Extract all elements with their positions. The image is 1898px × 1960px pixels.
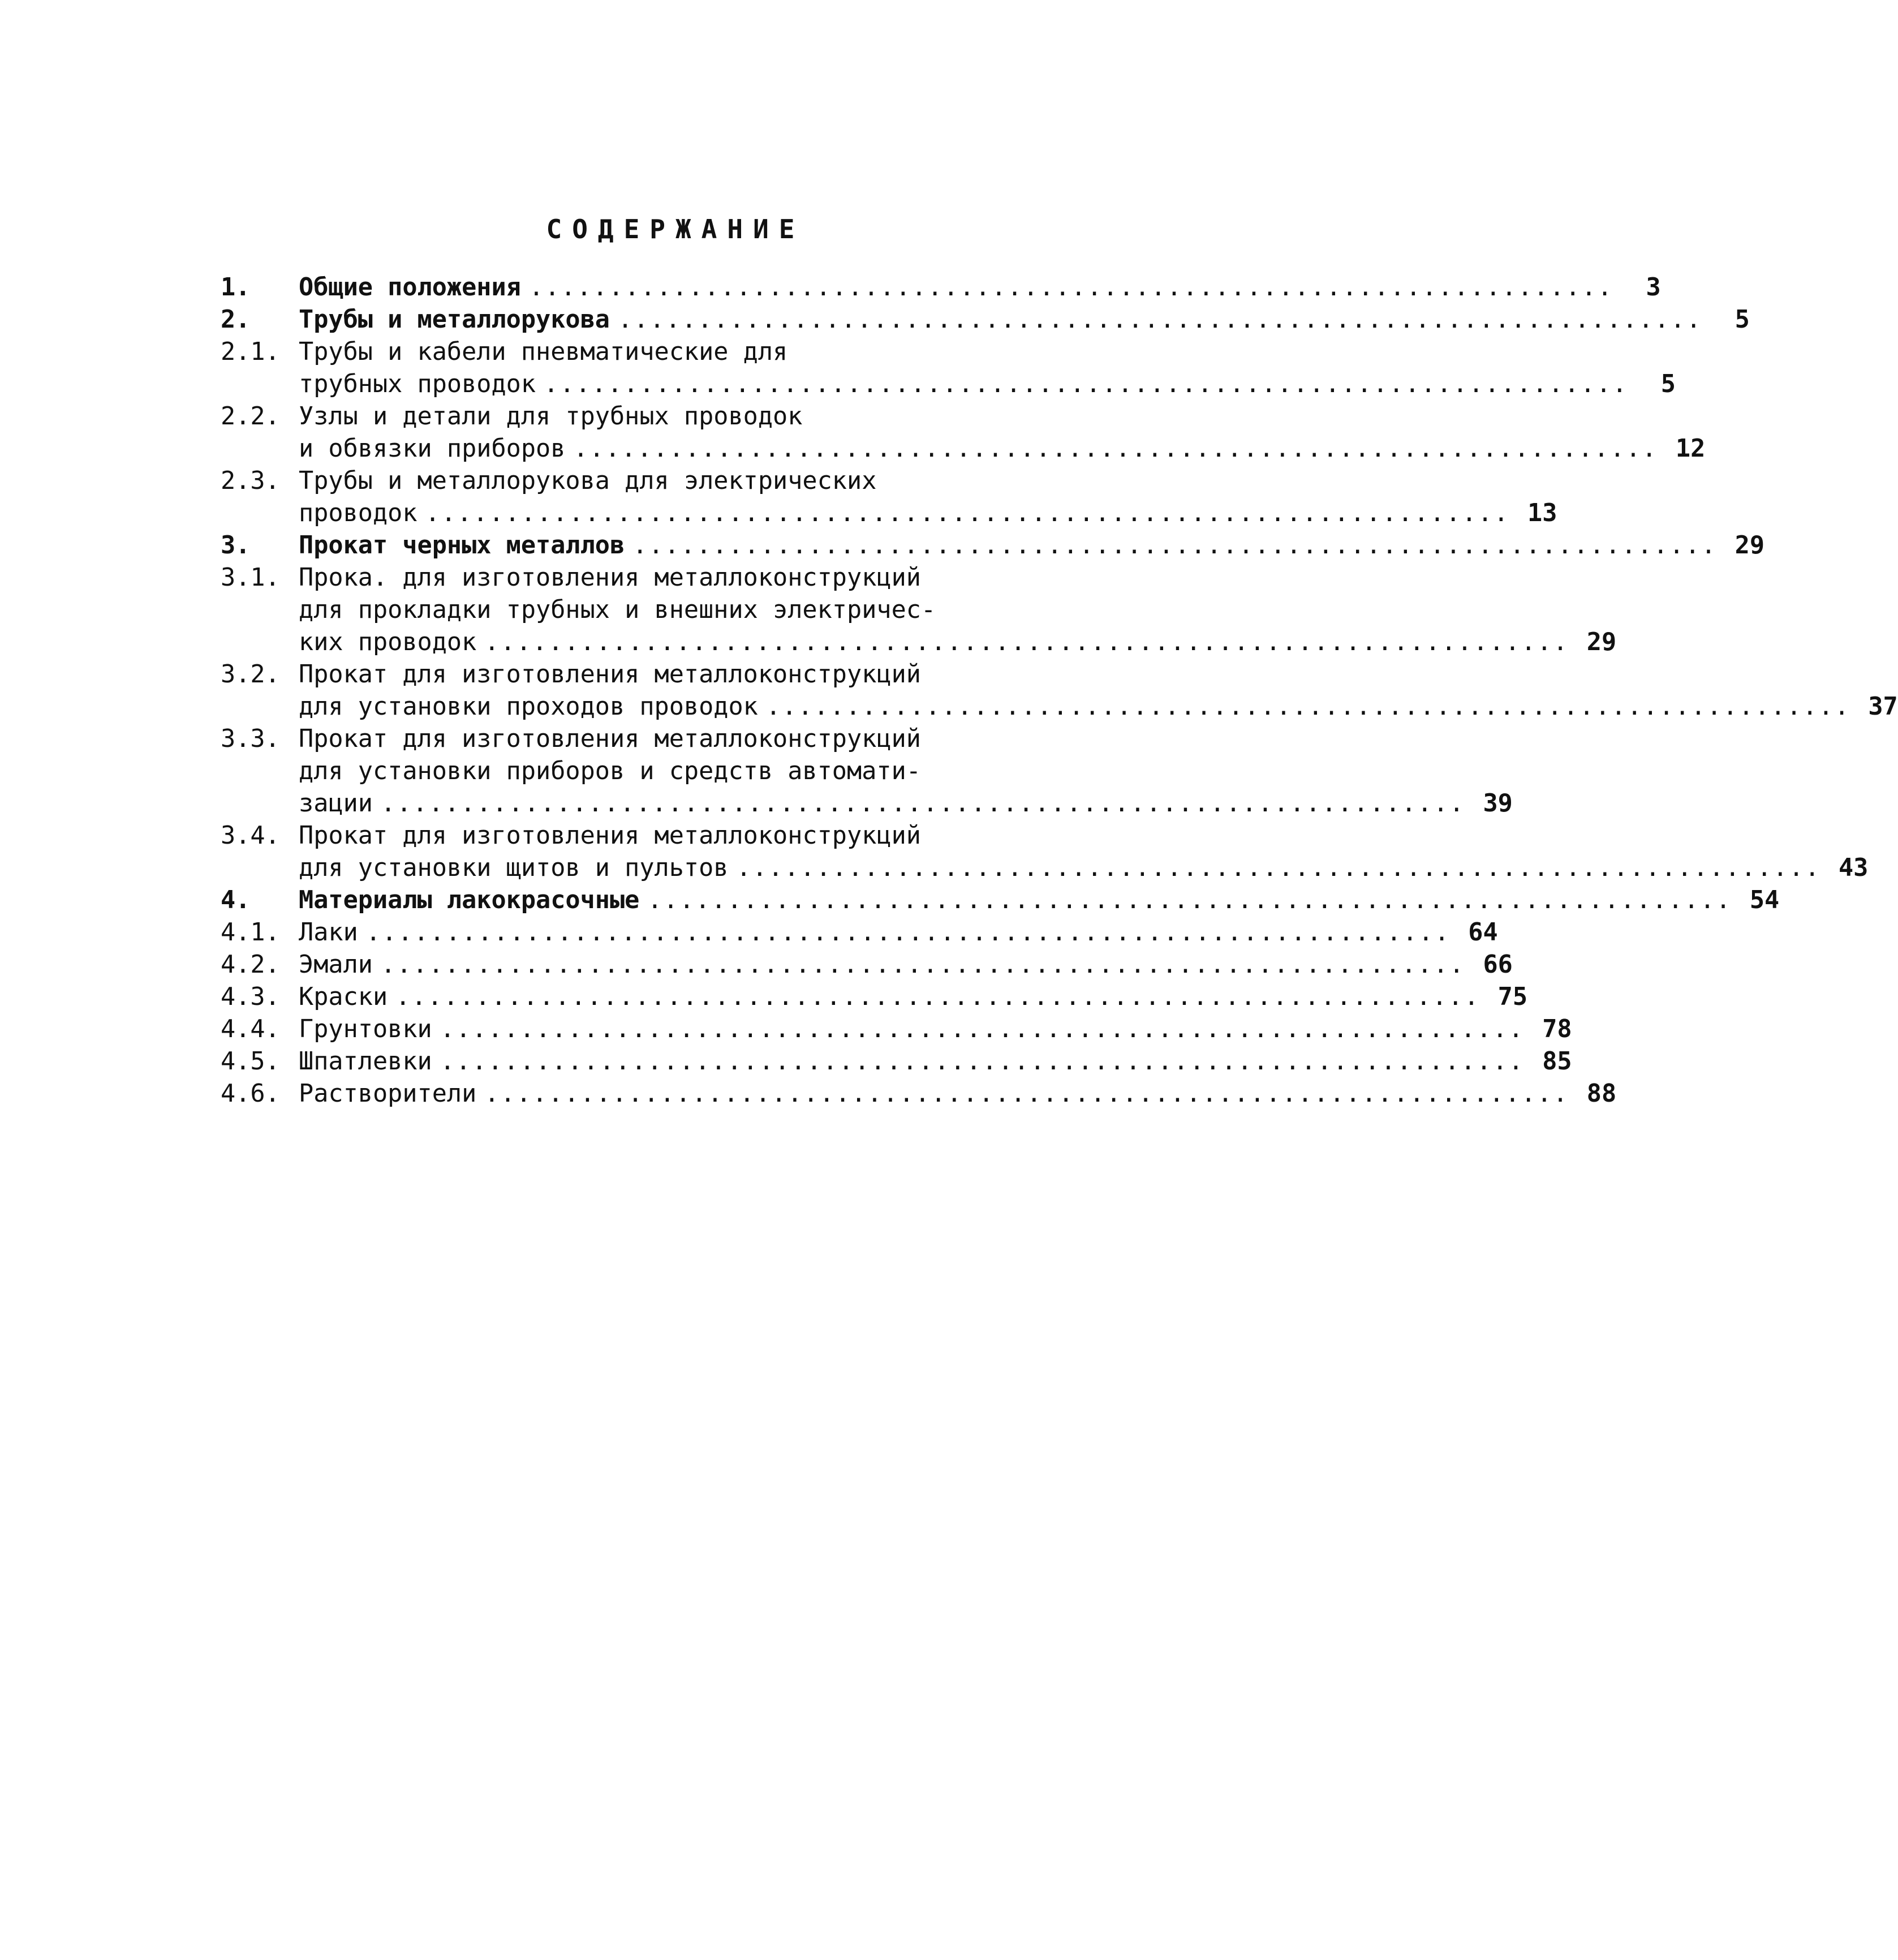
toc-entry-body — [299, 1078, 1617, 1110]
dot-leader: .................................................................... — [484, 1080, 1569, 1108]
toc-entry-last-line — [299, 368, 1676, 401]
toc-entry-text: зации — [299, 789, 373, 818]
toc-entry-page-number: 43 — [1838, 854, 1869, 882]
toc-entry-body — [299, 659, 1898, 723]
toc-entry-text: Грунтовки — [299, 1015, 432, 1043]
dot-leader: .................................................................... — [484, 628, 1569, 656]
toc-entry-number: 3.2. — [221, 660, 280, 689]
toc-entry-number: 3.4. — [221, 822, 280, 850]
dot-leader: .................................................................... — [440, 1047, 1525, 1076]
toc-entry-text: Узлы и детали для трубных проводок — [299, 402, 803, 431]
toc-entry — [221, 401, 1706, 465]
toc-entry-number: 2. — [221, 306, 251, 334]
toc-entry-text: Эмали — [299, 951, 373, 979]
toc-entry-last-line — [299, 691, 1898, 723]
toc-entry-text: и обвязки приборов — [299, 435, 566, 463]
toc-title: СОДЕРЖАНИЕ — [546, 214, 805, 244]
dot-leader: .................................................................... — [632, 531, 1718, 560]
toc-entry-text: для прокладки трубных и внешних электричес- — [299, 596, 936, 624]
toc-entry-last-line — [299, 497, 1557, 530]
toc-entry-last-line — [299, 981, 1528, 1013]
toc-entry-page-number: 88 — [1586, 1080, 1617, 1108]
toc-entry-text: Прокат черных металлов — [299, 531, 625, 560]
toc-entry-page-number: 3 — [1646, 273, 1661, 302]
toc-entry — [221, 530, 1765, 562]
toc-entry-text: Общие положения — [299, 273, 521, 302]
toc-entry-number: 4.1. — [221, 918, 280, 947]
toc-entry-last-line — [299, 1078, 1617, 1110]
toc-entry-number: 2.3. — [221, 467, 280, 495]
toc-entry-number: 4.3. — [221, 983, 280, 1011]
toc-entry-number: 4.6. — [221, 1080, 280, 1108]
toc-entry — [221, 1078, 1617, 1110]
toc-entry-last-line — [299, 1046, 1572, 1078]
toc-entry — [221, 981, 1528, 1013]
toc-entry-text: Прокат для изготовления металлоконструкций — [299, 725, 921, 753]
toc-entry-body — [299, 820, 1869, 884]
toc-entry-page-number: 29 — [1735, 531, 1765, 560]
toc-entry — [221, 1013, 1572, 1046]
toc-entry-text: Трубы и металлорукова для электрических — [299, 467, 877, 495]
toc-entry-last-line — [299, 304, 1750, 336]
toc-entry-text: Лаки — [299, 918, 358, 947]
toc-entry — [221, 465, 1557, 530]
toc-entry-body — [299, 1013, 1572, 1046]
toc-entry-text: Материалы лакокрасочные — [299, 886, 640, 914]
dot-leader: .................................................................... — [647, 886, 1732, 914]
toc-entry-last-line — [299, 852, 1869, 884]
toc-entry-last-line — [299, 272, 1661, 304]
dot-leader: .................................................................... — [573, 435, 1658, 463]
toc-entry-text: Краски — [299, 983, 388, 1011]
toc-entry-number: 3. — [221, 531, 251, 560]
toc-entry-body — [299, 884, 1780, 917]
toc-entry-number: 4. — [221, 886, 251, 914]
toc-entry-page-number: 13 — [1527, 499, 1557, 527]
toc-entry-last-line — [299, 917, 1498, 949]
toc-entry-number: 1. — [221, 273, 251, 302]
table-of-contents — [221, 272, 1898, 1110]
toc-entry-page-number: 29 — [1586, 628, 1617, 656]
toc-entry — [221, 884, 1780, 917]
toc-entry-number: 4.2. — [221, 951, 280, 979]
toc-entry-last-line — [299, 1013, 1572, 1046]
toc-entry-page-number: 5 — [1660, 370, 1676, 398]
toc-entry-text: Прока. для изготовления металлоконструкций — [299, 564, 921, 592]
toc-entry — [221, 304, 1750, 336]
toc-entry-text: Прокат для изготовления металлоконструкций — [299, 660, 921, 689]
toc-entry-page-number: 54 — [1749, 886, 1780, 914]
toc-entry-last-line — [299, 626, 1617, 659]
toc-entry — [221, 949, 1513, 981]
dot-leader: .................................................................... — [425, 499, 1510, 527]
toc-entry-text: ких проводок — [299, 628, 477, 656]
toc-entry-page-number: 39 — [1483, 789, 1513, 818]
toc-entry-page-number: 75 — [1497, 983, 1528, 1011]
toc-entry-body — [299, 981, 1528, 1013]
dot-leader: .................................................................... — [544, 370, 1628, 398]
toc-entry-text: для установки приборов и средств автомати- — [299, 757, 921, 785]
toc-entry-text: Трубы и металлорукова — [299, 306, 610, 334]
toc-entry-body — [299, 272, 1661, 304]
dot-leader: .................................................................... — [395, 983, 1480, 1011]
toc-entry-body — [299, 917, 1498, 949]
toc-entry-page-number: 37 — [1868, 693, 1898, 721]
toc-entry-body — [299, 723, 1513, 820]
toc-entry-last-line — [299, 788, 1513, 820]
toc-entry-page-number: 5 — [1735, 306, 1750, 334]
toc-entry-last-line — [299, 433, 1706, 465]
toc-entry — [221, 336, 1676, 401]
toc-entry-body — [299, 1046, 1572, 1078]
toc-entry-body — [299, 530, 1765, 562]
toc-entry-page-number: 64 — [1468, 918, 1498, 947]
toc-entry-body — [299, 562, 1617, 659]
toc-entry-body — [299, 465, 1557, 530]
toc-entry-text: для установки проходов проводок — [299, 693, 758, 721]
toc-entry — [221, 917, 1498, 949]
toc-entry — [221, 272, 1661, 304]
toc-entry-page-number: 12 — [1675, 435, 1706, 463]
toc-entry-number: 3.1. — [221, 564, 280, 592]
toc-entry — [221, 562, 1617, 659]
toc-entry-text: Прокат для изготовления металлоконструкций — [299, 822, 921, 850]
toc-entry-page-number: 66 — [1483, 951, 1513, 979]
toc-entry-body — [299, 304, 1750, 336]
dot-leader: .................................................................... — [528, 273, 1613, 302]
toc-entry-number: 2.2. — [221, 402, 280, 431]
dot-leader: .................................................................... — [736, 854, 1821, 882]
toc-entry-number: 2.1. — [221, 338, 280, 366]
dot-leader: .................................................................... — [380, 951, 1465, 979]
dot-leader: .................................................................... — [765, 693, 1850, 721]
toc-entry-body — [299, 336, 1676, 401]
toc-entry-last-line — [299, 949, 1513, 981]
toc-entry-number: 3.3. — [221, 725, 280, 753]
dot-leader: .................................................................... — [365, 918, 1451, 947]
toc-entry-page-number: 85 — [1542, 1047, 1572, 1076]
toc-entry-last-line — [299, 530, 1765, 562]
toc-entry-text: Шпатлевки — [299, 1047, 432, 1076]
toc-entry — [221, 820, 1869, 884]
toc-entry-page-number: 78 — [1542, 1015, 1572, 1043]
dot-leader: .................................................................... — [440, 1015, 1525, 1043]
toc-entry-text: Растворители — [299, 1080, 477, 1108]
toc-entry-text: для установки щитов и пультов — [299, 854, 729, 882]
toc-entry-text: Трубы и кабели пневматические для — [299, 338, 788, 366]
toc-entry-body — [299, 401, 1706, 465]
toc-entry-last-line — [299, 884, 1780, 917]
toc-entry-text: проводок — [299, 499, 418, 527]
toc-entry-text: трубных проводок — [299, 370, 536, 398]
dot-leader: .................................................................... — [617, 306, 1702, 334]
toc-entry — [221, 659, 1898, 723]
toc-entry-body — [299, 949, 1513, 981]
dot-leader: .................................................................... — [380, 789, 1465, 818]
toc-entry-number: 4.5. — [221, 1047, 280, 1076]
toc-entry — [221, 723, 1513, 820]
toc-entry-number: 4.4. — [221, 1015, 280, 1043]
toc-entry — [221, 1046, 1572, 1078]
